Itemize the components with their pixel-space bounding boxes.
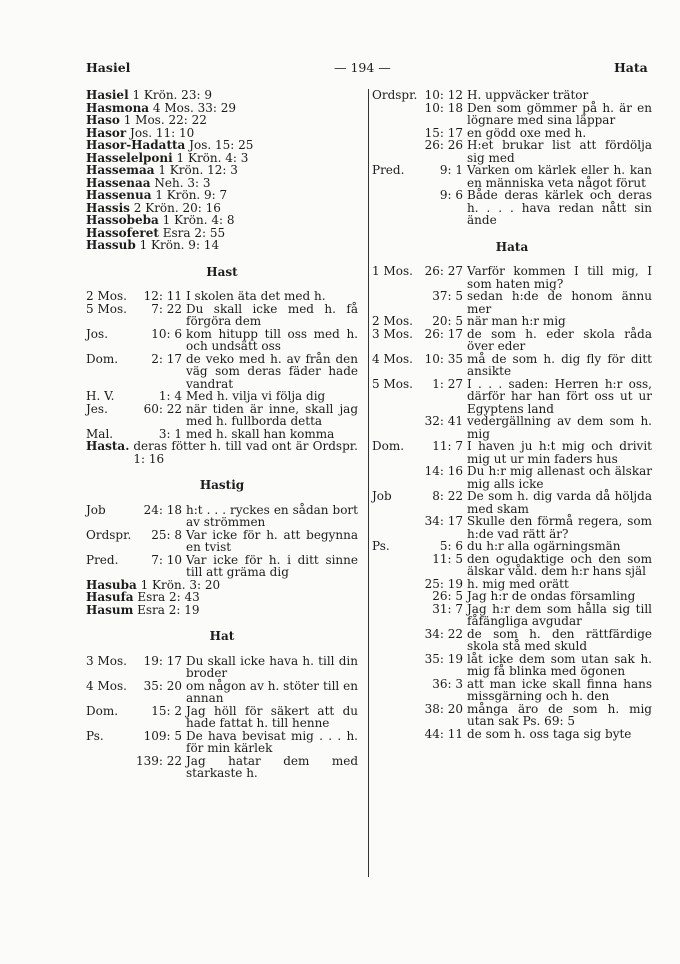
entry-reference: 10: 18 bbox=[424, 100, 463, 115]
entry-text: de som h. oss taga sig byte bbox=[467, 726, 632, 741]
entry-text: h:t . . . ryckes en sådan bort av strömmen bbox=[186, 502, 358, 529]
entry bbox=[86, 730, 358, 755]
name-reference: 1 Krön. 3: 20 bbox=[140, 577, 221, 592]
entry-reference: 139: 22 bbox=[135, 753, 182, 768]
entry-book bbox=[372, 728, 416, 741]
entry-book: 4 Mos. bbox=[372, 351, 413, 366]
entry bbox=[372, 189, 652, 227]
entry-text: Skulle den förmå regera, som h:de vad rätt är? bbox=[467, 514, 652, 541]
entry-reference: 15: 2 bbox=[151, 703, 182, 718]
name-reference: Neh. 3: 3 bbox=[154, 175, 211, 190]
entry-text: den ogudaktige och den som älskar våld. dem h:r hans själ bbox=[467, 551, 652, 578]
section-title-hast: Hast bbox=[206, 264, 238, 279]
headword: Haso bbox=[86, 113, 120, 127]
entry-list-hast bbox=[86, 290, 358, 440]
entry bbox=[372, 653, 652, 678]
entry-reference: 3: 1 bbox=[158, 426, 182, 441]
entry-reference: 15: 17 bbox=[424, 125, 463, 140]
entry bbox=[372, 590, 652, 603]
entry-book: 5 Mos. bbox=[86, 301, 127, 316]
entry-book: Dom. bbox=[372, 439, 405, 453]
entry-hasta bbox=[86, 440, 358, 465]
entry bbox=[86, 290, 358, 303]
entry-text: när tiden är inne, skall jag med h. fullborda detta bbox=[186, 401, 358, 428]
entry-text: Varken om kärlek eller h. kan en människa veta något förut bbox=[467, 163, 652, 190]
entry-book bbox=[372, 553, 416, 578]
headword: Hassis bbox=[86, 200, 130, 215]
entry bbox=[372, 628, 652, 653]
entry-text: vedergällning av dem som h. mig bbox=[467, 414, 652, 441]
entry-book bbox=[372, 628, 416, 653]
entry-book: Ordspr. bbox=[86, 527, 132, 542]
entry-book: Dom. bbox=[86, 351, 119, 366]
section-title-hata: Hata bbox=[495, 239, 529, 254]
entry bbox=[372, 678, 652, 703]
headword: Hassenaa bbox=[86, 175, 151, 190]
entry bbox=[372, 265, 652, 290]
name-reference: 4 Mos. 33: 29 bbox=[152, 100, 237, 115]
entry bbox=[372, 328, 652, 353]
entry-reference: 9: 6 bbox=[439, 188, 463, 202]
entry bbox=[372, 553, 652, 578]
header-left-word: Hasiel bbox=[86, 60, 131, 75]
entry-reference: 26: 17 bbox=[424, 326, 463, 341]
entry-text: du h:r alla ogärningsmän bbox=[467, 539, 621, 553]
entry bbox=[372, 378, 652, 416]
entry-text: Både deras kärlek och deras h. . . . hava redan nått sin ände bbox=[467, 188, 652, 227]
entry-book: Job bbox=[86, 502, 106, 517]
entry bbox=[86, 705, 358, 730]
name-entry bbox=[86, 239, 358, 252]
entry-list-hat-continued bbox=[372, 89, 652, 227]
headword: Hasum bbox=[86, 602, 134, 617]
entry-reference: 24: 18 bbox=[143, 502, 182, 517]
entry-reference: 26: 27 bbox=[424, 264, 463, 278]
name-entry bbox=[86, 604, 358, 617]
header-right-word: Hata bbox=[614, 60, 648, 75]
entry bbox=[372, 440, 652, 465]
headword: Hasor-Hadatta bbox=[86, 138, 186, 152]
entry-reference: 19: 17 bbox=[143, 653, 182, 668]
entry-reference: 7: 10 bbox=[151, 552, 182, 567]
entry-book bbox=[372, 127, 416, 140]
entry-reference: 14: 16 bbox=[424, 464, 463, 478]
entry bbox=[372, 102, 652, 127]
entry bbox=[372, 415, 652, 440]
entry-text: Var icke för h. att begynna en tvist bbox=[186, 527, 358, 554]
entry-book: Jes. bbox=[86, 401, 108, 416]
entry-reference: 38: 20 bbox=[424, 701, 463, 716]
entry-text: de som h. den rättfärdige skola stå med skuld bbox=[467, 626, 652, 653]
entry bbox=[86, 353, 358, 391]
entry-book: 2 Mos. bbox=[372, 314, 413, 328]
entry bbox=[86, 529, 358, 554]
entry bbox=[86, 554, 358, 579]
entry bbox=[372, 728, 652, 741]
column-divider bbox=[368, 89, 369, 877]
entry bbox=[86, 390, 358, 403]
entry-book bbox=[372, 515, 416, 540]
entry-reference: 34: 17 bbox=[424, 514, 463, 528]
name-reference: 1 Krön. 9: 14 bbox=[139, 238, 220, 252]
entry-reference: 1: 27 bbox=[432, 376, 463, 391]
name-reference: 1 Krön. 4: 3 bbox=[176, 150, 249, 165]
entry-reference: 25: 8 bbox=[151, 527, 182, 542]
entry-text: I haven ju h:t mig och drivit mig ut ur min faders hus bbox=[467, 439, 652, 466]
entry-book bbox=[372, 465, 416, 490]
entry-reference: 60: 22 bbox=[143, 401, 182, 416]
entry-text: Var icke för h. i ditt sinne till att gräma dig bbox=[186, 552, 358, 579]
entry-book bbox=[372, 102, 416, 127]
entry-reference: 10: 6 bbox=[151, 326, 182, 341]
entry-book: Pred. bbox=[372, 163, 405, 177]
section-title-hat: Hat bbox=[209, 629, 235, 643]
entry-reference: 37: 5 bbox=[432, 289, 463, 303]
name-reference: 2 Krön. 20: 16 bbox=[133, 200, 221, 215]
entry bbox=[372, 703, 652, 728]
entry-text: när man h:r mig bbox=[467, 314, 566, 328]
name-reference: Esra 2: 43 bbox=[137, 590, 200, 604]
headword: Hassobeba bbox=[86, 213, 159, 227]
entry-reference: 2: 17 bbox=[151, 351, 182, 366]
entry-book: Mal. bbox=[86, 426, 114, 441]
entry-text: Jag h:r de ondas församling bbox=[467, 589, 636, 603]
entry-reference: 7: 22 bbox=[151, 301, 182, 316]
entry-reference: 31: 7 bbox=[432, 601, 463, 616]
entry-text: De hava bevisat mig . . . h. för min kärlek bbox=[186, 728, 358, 755]
entry bbox=[372, 315, 652, 328]
entry bbox=[86, 328, 358, 353]
entry-reference: 1: 4 bbox=[158, 389, 182, 403]
entry bbox=[372, 603, 652, 628]
entry-text: Du h:r mig allenast och älskar mig alls icke bbox=[467, 464, 652, 491]
entry-book: 3 Mos. bbox=[86, 653, 127, 668]
page-number: — 194 — bbox=[334, 60, 391, 75]
entry-book: 1 Mos. bbox=[372, 264, 413, 278]
entry-reference: 8: 22 bbox=[432, 489, 463, 503]
entry-text: Den som gömmer på h. är en lögnare med sina läppar bbox=[467, 100, 652, 127]
entry-book bbox=[372, 578, 416, 591]
entry-text: Jag h:r dem som hålla sig till fåfängliga avgudar bbox=[467, 601, 652, 628]
entry-reference: 26: 26 bbox=[424, 138, 463, 152]
headword: Hasselelponi bbox=[86, 150, 173, 165]
headword: Hassemaa bbox=[86, 163, 155, 177]
name-reference: Esra 2: 55 bbox=[162, 225, 226, 240]
entry-list-hastig bbox=[86, 504, 358, 579]
entry-text: De som h. dig varda då höljda med skam bbox=[467, 489, 652, 516]
entry-reference: 109: 5 bbox=[143, 728, 182, 743]
headword: Hasmona bbox=[86, 100, 150, 115]
entry-text: må de som h. dig fly för ditt ansikte bbox=[467, 351, 652, 378]
entry bbox=[372, 490, 652, 515]
entry bbox=[372, 164, 652, 189]
entry-text: h. mig med orätt bbox=[467, 576, 569, 591]
entry bbox=[372, 515, 652, 540]
entry-reference: 25: 19 bbox=[424, 576, 463, 591]
entry-text: Med h. vilja vi följa dig bbox=[186, 389, 326, 403]
name-reference: Jos. 11: 10 bbox=[130, 125, 195, 140]
entry-book bbox=[86, 755, 130, 780]
entry-book bbox=[372, 603, 416, 628]
headword: Hasufa bbox=[86, 590, 134, 604]
entry-reference: 26: 5 bbox=[432, 589, 463, 603]
entry-text: en gödd oxe med h. bbox=[467, 125, 587, 140]
left-column bbox=[86, 89, 358, 780]
entry-reference: 35: 20 bbox=[143, 678, 182, 693]
headword: Hassoferet bbox=[86, 225, 159, 240]
entry-reference: 11: 7 bbox=[432, 439, 463, 453]
name-reference: 1 Krön. 4: 8 bbox=[162, 213, 235, 227]
headword: Hassub bbox=[86, 238, 136, 252]
entry-book: Ps. bbox=[372, 539, 390, 553]
entry bbox=[372, 353, 652, 378]
entry-text: Du skall icke hava h. till din broder bbox=[186, 653, 358, 680]
entry-book bbox=[372, 290, 416, 315]
entry-reference: 36: 3 bbox=[432, 676, 463, 691]
name-reference: Esra 2: 19 bbox=[137, 602, 200, 617]
entry-book: Ordspr. bbox=[372, 88, 418, 102]
entry-text: om någon av h. stöter till en annan bbox=[186, 678, 358, 705]
entry-book: Dom. bbox=[86, 703, 119, 718]
entry-book bbox=[372, 703, 416, 728]
entry-text: Jag höll för säkert att du hade fattat h. till henne bbox=[186, 703, 358, 730]
entry bbox=[86, 655, 358, 680]
entry-text: låt icke dem som utan sak h. mig få blinka med ögonen bbox=[467, 651, 652, 678]
entry-text: de som h. eder skola råda över eder bbox=[467, 326, 652, 353]
entry bbox=[372, 89, 652, 102]
headword-hasta: Hasta. bbox=[86, 439, 130, 453]
entry-text: med h. skall han komma bbox=[186, 426, 335, 441]
entry-book: 2 Mos. bbox=[86, 289, 127, 303]
entry-book bbox=[372, 653, 416, 678]
entry-book: H. V. bbox=[86, 389, 115, 403]
name-reference: 1 Krön. 9: 7 bbox=[155, 188, 228, 202]
name-reference: 1 Mos. 22: 22 bbox=[123, 113, 207, 127]
entry-list-hata bbox=[372, 265, 652, 740]
name-entry bbox=[86, 114, 358, 127]
headword: Hasor bbox=[86, 125, 127, 140]
entry bbox=[86, 680, 358, 705]
entry bbox=[86, 403, 358, 428]
entry-text: Du skall icke med h. få förgöra dem bbox=[186, 301, 358, 328]
entry-reference: 44: 11 bbox=[424, 726, 463, 741]
entry-reference: 20: 5 bbox=[432, 314, 463, 328]
entry-text: att man icke skall finna hans missgärning och h. den bbox=[467, 676, 652, 703]
entry-book bbox=[372, 415, 416, 440]
entry-reference: 35: 19 bbox=[424, 651, 463, 666]
name-reference: 1 Krön. 23: 9 bbox=[132, 88, 212, 102]
entry-text: deras fötter h. till vad ont är Ordspr. 1: 16 bbox=[133, 439, 358, 466]
headword: Hassenua bbox=[86, 188, 152, 202]
entry-text: I . . . saden: Herren h:r oss, därför har han fört oss ut ur Egyptens land bbox=[467, 376, 652, 416]
entry-list-hat bbox=[86, 655, 358, 780]
name-list bbox=[86, 579, 358, 617]
entry-book bbox=[372, 189, 416, 227]
entry-book: Ps. bbox=[86, 728, 104, 743]
entry-reference: 10: 12 bbox=[424, 88, 463, 102]
entry-text: I skolen äta det med h. bbox=[186, 289, 326, 303]
entry-book: 4 Mos. bbox=[86, 678, 127, 693]
entry-text: många äro de som h. mig utan sak Ps. 69: 5 bbox=[467, 701, 652, 728]
name-list bbox=[86, 89, 358, 252]
entry-text: Jag hatar dem med starkaste h. bbox=[186, 753, 358, 780]
entry-book: Job bbox=[372, 489, 392, 503]
entry-book bbox=[372, 590, 416, 603]
entry bbox=[86, 504, 358, 529]
entry-reference: 12: 11 bbox=[143, 289, 182, 303]
entry bbox=[372, 465, 652, 490]
entry-book bbox=[372, 678, 416, 703]
entry-book bbox=[372, 139, 416, 164]
section-title-hastig: Hastig bbox=[199, 478, 245, 492]
entry-book: 5 Mos. bbox=[372, 376, 413, 391]
right-column bbox=[372, 89, 652, 740]
name-reference: 1 Krön. 12: 3 bbox=[158, 163, 238, 177]
entry-reference: 34: 22 bbox=[424, 626, 463, 641]
entry-reference: 11: 5 bbox=[432, 551, 463, 566]
headword: Hasuba bbox=[86, 577, 137, 592]
entry-reference: 9: 1 bbox=[439, 163, 463, 177]
entry bbox=[86, 303, 358, 328]
entry bbox=[86, 755, 358, 780]
name-reference: Jos. 15: 25 bbox=[189, 138, 254, 152]
entry-reference: 5: 6 bbox=[439, 539, 463, 553]
entry-text: H. uppväcker trätor bbox=[467, 88, 589, 102]
entry-text: sedan h:de de honom ännu mer bbox=[467, 289, 652, 316]
entry bbox=[372, 290, 652, 315]
entry-text: Varför kommen I till mig, I som haten mig? bbox=[467, 264, 652, 291]
entry-text: kom hitupp till oss med h. och undsätt oss bbox=[186, 326, 358, 353]
entry bbox=[372, 139, 652, 164]
entry-text: H:et brukar list att fördölja sig med bbox=[467, 138, 652, 165]
headword: Hasiel bbox=[86, 88, 129, 102]
entry-reference: 32: 41 bbox=[424, 414, 463, 428]
entry-book: Pred. bbox=[86, 552, 119, 567]
entry-text: de veko med h. av från den väg som deras fäder hade vandrat bbox=[186, 351, 358, 391]
entry-book: Jos. bbox=[86, 326, 109, 341]
entry-reference: 10: 35 bbox=[424, 351, 463, 366]
entry bbox=[372, 540, 652, 553]
entry-book: 3 Mos. bbox=[372, 326, 413, 341]
